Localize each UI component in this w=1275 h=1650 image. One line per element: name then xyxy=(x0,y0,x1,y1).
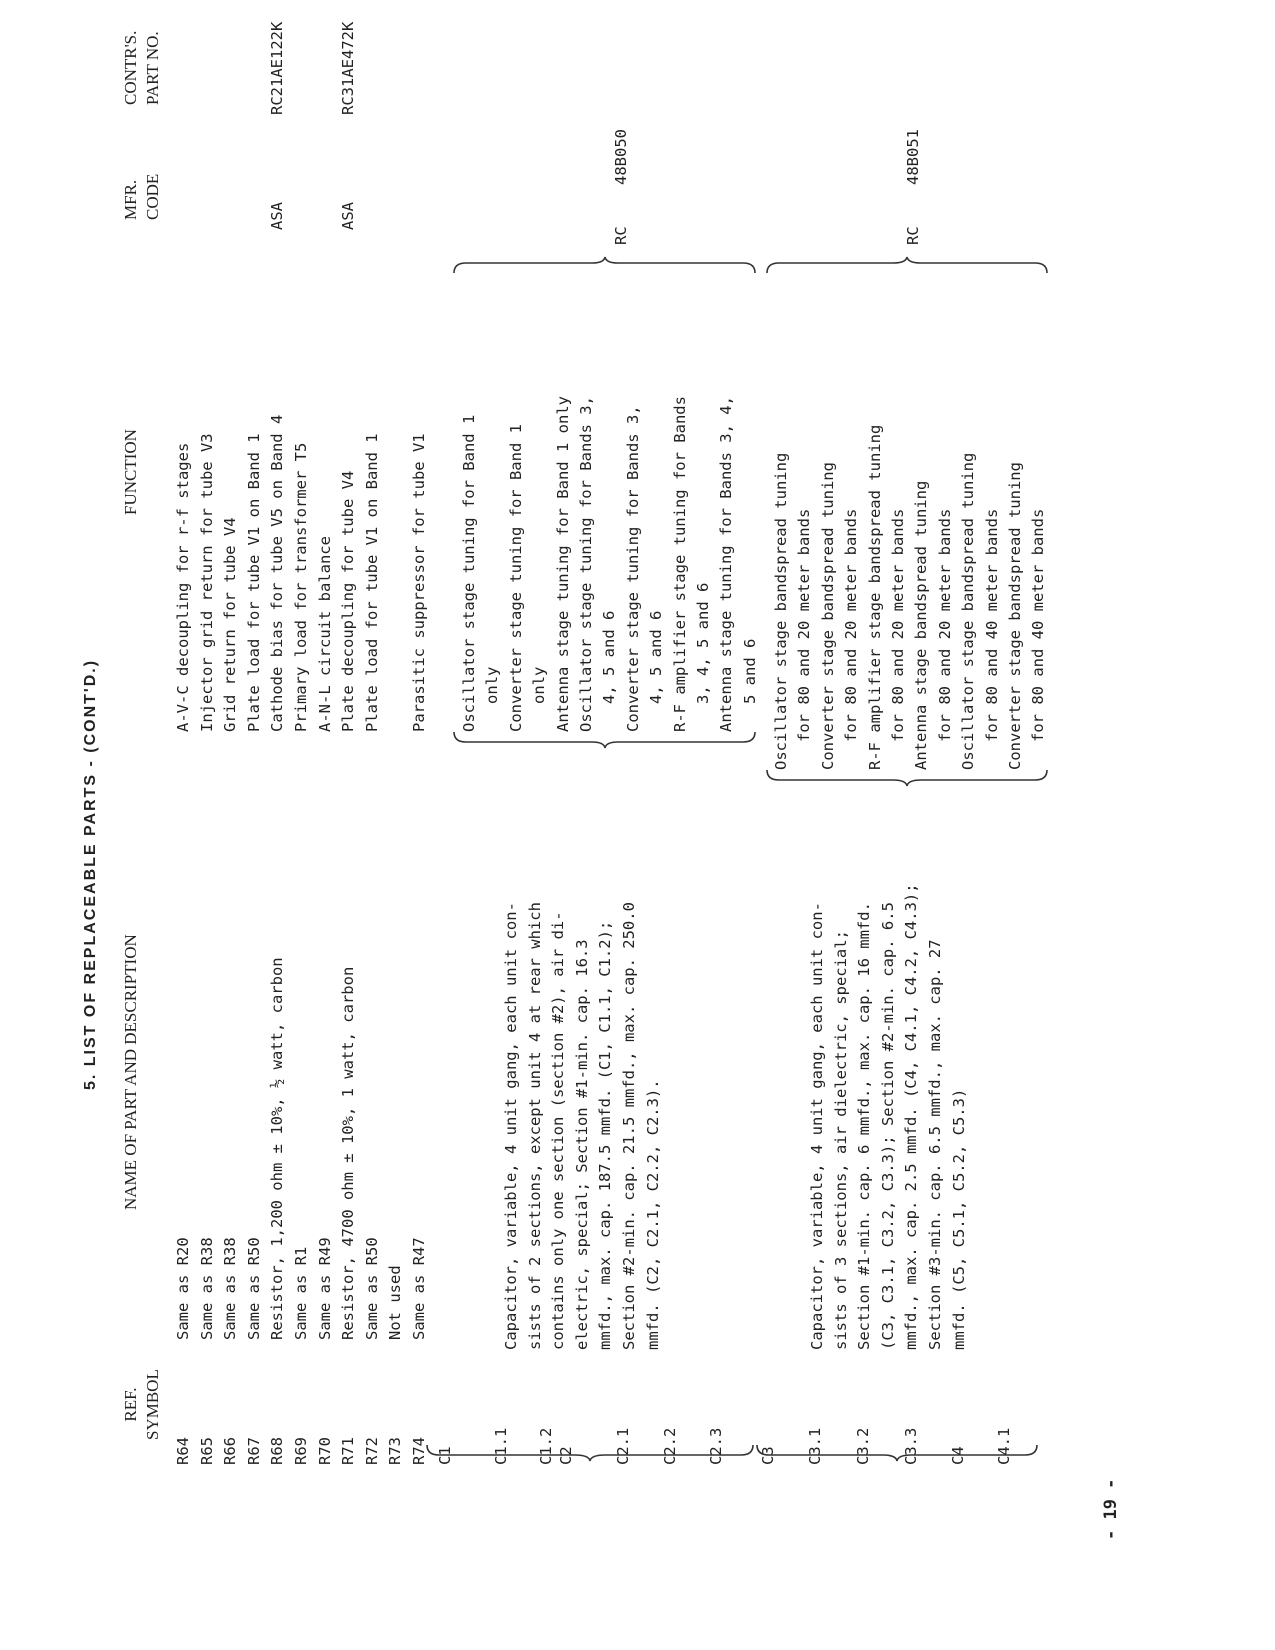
c1-functions xyxy=(458,396,762,732)
row-name: Not used xyxy=(386,1265,405,1340)
description-line: (C3, C3.1, C3.2, C3.3); Section #2-min. cap. 6.5 xyxy=(878,902,897,1350)
row-name: Same as R50 xyxy=(362,1237,381,1340)
c3-symbol-brace xyxy=(755,1443,1040,1463)
row-symbol: R71 xyxy=(339,1437,358,1465)
table-row-symbol: C2.1 xyxy=(614,1427,632,1465)
row-part-number: RC21AE122K xyxy=(268,21,287,115)
row-name: Same as R49 xyxy=(315,1237,334,1340)
row-name: Same as R38 xyxy=(221,1237,240,1340)
function-line: for 80 and 20 meter bands xyxy=(935,508,954,770)
c3-description xyxy=(806,883,971,1350)
row-symbol: R72 xyxy=(362,1437,381,1465)
table-row-symbol: C3.1 xyxy=(806,1427,824,1465)
function-line: only xyxy=(483,666,502,732)
c1-mfr-brace xyxy=(452,255,757,275)
row-function: Plate load for tube V1 on Band 1 xyxy=(362,433,381,732)
function-line: only xyxy=(530,666,549,732)
c1-function-brace xyxy=(452,730,757,750)
function-line: Converter stage bandspread tuning xyxy=(1006,462,1025,770)
row-symbol: R73 xyxy=(386,1437,405,1465)
table-row-symbol: C3.3 xyxy=(902,1427,920,1465)
ref-symbol-header xyxy=(120,1369,164,1440)
row-function: Primary load for transformer T5 xyxy=(292,442,310,732)
table-row-symbol: C4.1 xyxy=(995,1427,1013,1465)
c3-part-number: 48B051 xyxy=(904,129,922,185)
description-line: Capacitor, variable, 4 unit gang, each unit con- xyxy=(808,902,826,1350)
code-header-line2: CODE xyxy=(143,173,162,220)
row-function: Plate load for tube V1 on Band 1 xyxy=(244,433,263,732)
function-line: Antenna stage bandspread tuning xyxy=(912,480,931,770)
part-header-line1: CONTR'S. xyxy=(121,30,140,105)
description-line: mmfd., max. cap. 187.5 mmfd. (C1, C1.1, C1.2); xyxy=(596,920,615,1350)
description-line: Section #2-min. cap. 21.5 mmfd., max. cap. 250.0 xyxy=(619,902,638,1350)
function-line: R-F amplifier stage bandspread tuning xyxy=(865,424,884,770)
description-line: mmfd., max. cap. 2.5 mmfd. (C4, C4.1, C4.2, C4.3); xyxy=(902,883,921,1350)
function-line: Antenna stage tuning for Band 1 only xyxy=(553,396,572,732)
row-symbol: R70 xyxy=(315,1437,334,1465)
function-line: R-F amplifier stage tuning for Bands xyxy=(670,396,689,732)
row-function: Cathode bias for tube V5 on Band 4 xyxy=(268,414,287,732)
row-name: Resistor, 4700 ohm ± 10%, 1 watt, carbon xyxy=(339,966,358,1340)
c3-function-brace xyxy=(765,768,1050,788)
function-line: Oscillator stage bandspread tuning xyxy=(772,452,790,770)
function-line: 4, 5 and 6 xyxy=(600,610,619,732)
description-line: mmfd. (C5, C5.1, C5.2, C5.3) xyxy=(949,1088,968,1350)
row-mfr-code: ASA xyxy=(339,202,358,230)
row-symbol: R66 xyxy=(221,1437,240,1465)
function-line: for 80 and 20 meter bands xyxy=(889,508,908,770)
c1-mfr-code: RC xyxy=(612,226,630,245)
row-symbol: R69 xyxy=(292,1437,310,1465)
row-function: A-V-C decoupling for r-f stages xyxy=(174,442,192,732)
description-line: Capacitor, variable, 4 unit gang, each unit con- xyxy=(502,902,520,1350)
part-no-header xyxy=(120,31,164,105)
description-line: sists of 2 sections, except unit 4 at rear which xyxy=(525,902,544,1350)
description-line: electric, special; Section #1-min. cap. 16.3 xyxy=(572,939,591,1350)
row-function: Grid return for tube V4 xyxy=(221,517,240,732)
function-line: for 80 and 20 meter bands xyxy=(842,508,861,770)
function-line: Converter stage bandspread tuning xyxy=(818,462,837,770)
row-symbol: R68 xyxy=(268,1437,287,1465)
name-header: NAME OF PART AND DESCRIPTION xyxy=(121,934,140,1210)
row-mfr-code: ASA xyxy=(268,202,287,230)
row-symbol: R64 xyxy=(174,1437,192,1465)
function-line: Oscillator stage tuning for Bands 3, xyxy=(577,396,596,732)
table-row-symbol: C2.2 xyxy=(661,1427,679,1465)
mfr-header-line1: MFR. xyxy=(121,179,140,220)
function-line: Oscillator stage tuning for Band 1 xyxy=(460,414,478,732)
description-line: Section #3-min. cap. 6.5 mmfd., max. cap. 27 xyxy=(925,939,944,1350)
table-row-symbol: C3 xyxy=(759,1446,777,1465)
row-name: Resistor, 1,200 ohm ± 10%, ½ watt, carbon xyxy=(268,957,287,1340)
row-name: Same as R50 xyxy=(244,1237,263,1340)
row-name: Same as R20 xyxy=(174,1237,192,1340)
description-line: contains only one section (section #2), air di- xyxy=(549,911,568,1350)
function-line: Oscillator stage bandspread tuning xyxy=(959,452,978,770)
table-row-symbol: C2 xyxy=(557,1446,575,1465)
function-line: Antenna stage tuning for Bands 3, 4, xyxy=(717,396,736,732)
description-line: Section #1-min. cap. 6 mmfd., max. cap. 16 mmfd. xyxy=(855,902,874,1350)
c1-description xyxy=(500,902,665,1350)
description-line: mmfd. (C2, C2.1, C2.2, C2.3). xyxy=(643,1079,662,1350)
part-header-line2: PART NO. xyxy=(143,31,162,105)
row-part-number: RC31AE472K xyxy=(339,21,358,115)
function-line: 5 and 6 xyxy=(740,638,759,732)
row-name: Same as R38 xyxy=(197,1237,216,1340)
row-function: A-N-L circuit balance xyxy=(315,536,334,732)
row-symbol: R65 xyxy=(197,1437,216,1465)
page-number: - 19 - xyxy=(1101,1478,1121,1540)
row-name: Same as R1 xyxy=(292,1246,310,1340)
function-line: for 80 and 40 meter bands xyxy=(1029,508,1048,770)
function-line: for 80 and 40 meter bands xyxy=(982,508,1001,770)
row-function: Parasitic suppressor for tube V1 xyxy=(410,433,428,732)
row-name: Same as R47 xyxy=(410,1237,428,1340)
table-row-symbol: C1 xyxy=(436,1446,454,1465)
function-line: for 80 and 20 meter bands xyxy=(795,508,814,770)
row-function: Injector grid return for tube V3 xyxy=(197,433,216,732)
mfr-code-header xyxy=(120,174,164,220)
page-title: 5. LIST OF REPLACEABLE PARTS - (CONT'D.) xyxy=(82,658,99,1090)
c1-part-number: 48B050 xyxy=(612,129,630,185)
c1-symbol-brace xyxy=(425,1443,755,1463)
row-function: Plate decoupling for tube V4 xyxy=(339,470,358,732)
symbol-header-line2: SYMBOL xyxy=(143,1369,162,1440)
function-header: FUNCTION xyxy=(121,429,140,515)
table-row-symbol: C2.3 xyxy=(707,1427,725,1465)
c3-mfr-brace xyxy=(765,255,1050,275)
c3-mfr-code: RC xyxy=(904,226,922,245)
row-symbol: R67 xyxy=(244,1437,263,1465)
function-line: 3, 4, 5 and 6 xyxy=(694,582,713,732)
table-row-symbol: C3.2 xyxy=(854,1427,872,1465)
description-line: sists of 3 sections, air dielectric, special; xyxy=(831,930,850,1350)
function-line: Converter stage tuning for Band 1 xyxy=(506,424,525,732)
c3-functions xyxy=(770,425,1051,770)
table-row-symbol: C4 xyxy=(949,1446,967,1465)
table-row-symbol: C1.2 xyxy=(537,1427,555,1465)
function-line: Converter stage tuning for Bands 3, xyxy=(623,405,642,732)
row-symbol: R74 xyxy=(410,1437,428,1465)
function-line: 4, 5 and 6 xyxy=(647,610,666,732)
table-row-symbol: C1.1 xyxy=(492,1427,510,1465)
ref-header-line1: REF. xyxy=(121,1387,140,1422)
